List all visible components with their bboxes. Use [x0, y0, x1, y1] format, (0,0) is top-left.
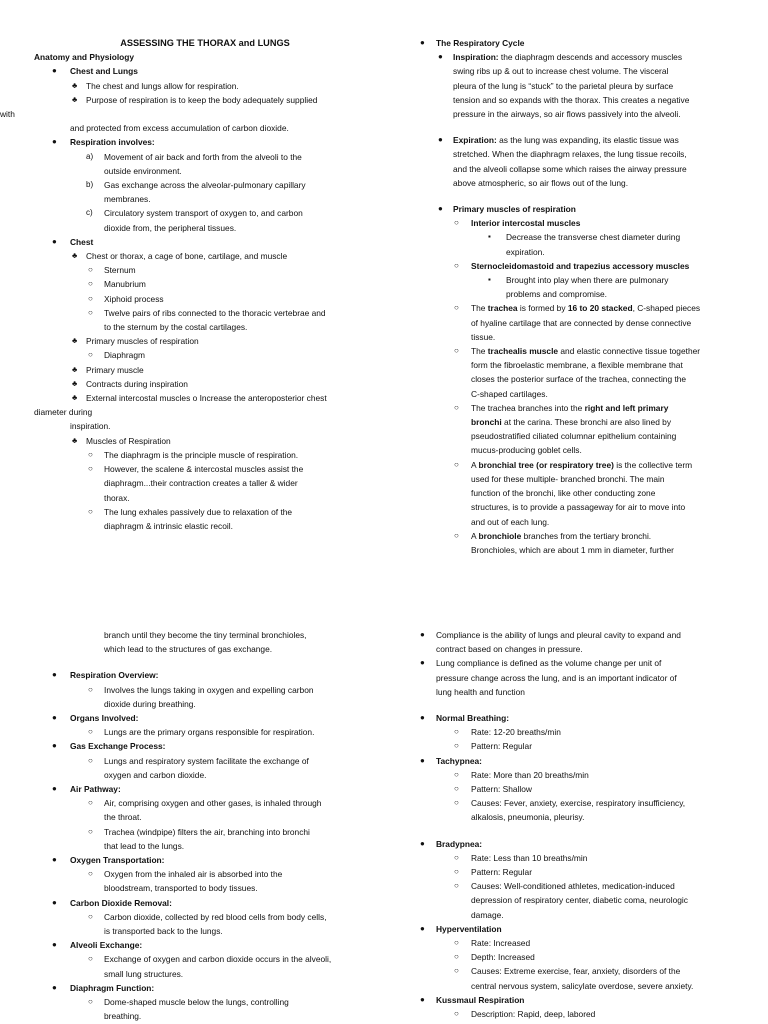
list-item: ○ Xiphoid process — [88, 293, 164, 304]
club-bullet-icon: ♣ — [72, 336, 78, 346]
list-item: ○ Exchange of oxygen and carbon dioxide occurs in the alveoli, — [88, 954, 332, 965]
para-line: form the fibroelastic membrane, a flexible membrane that — [471, 360, 683, 371]
list-item-cont: damage. — [471, 909, 504, 920]
list-item: ○ Oxygen from the inhaled air is absorbed into the — [88, 869, 283, 880]
para-line: branch until they become the tiny terminal bronchioles, — [104, 630, 307, 640]
wrapped-text: inspiration. — [70, 421, 111, 432]
para-line: mucus-producing goblet cells. — [471, 445, 582, 456]
list-item-cont: breathing. — [104, 1011, 142, 1022]
list-heading: ● Organs Involved: — [52, 713, 139, 724]
list-item: ○ Depth: Increased — [454, 952, 535, 963]
club-bullet-icon: ♣ — [72, 435, 78, 445]
para-line: pressure change across the lung, and is an important indicator of — [436, 672, 677, 683]
club-bullet-icon: ♣ — [72, 393, 78, 403]
list-item-cont: central nervous system, salicylate overdose, severe anxiety. — [471, 980, 694, 991]
list-item: a) Movement of air back and forth from the alveoli to the — [86, 151, 302, 162]
para-line: C-shaped cartilages. — [471, 388, 548, 399]
list-item: ○ Description: Rapid, deep, labored — [454, 1009, 596, 1020]
para-line: bronchi at the carina. These bronchi are also lined by — [471, 417, 672, 428]
list-item-cont: diaphragm...their contraction creates a taller & wider — [104, 478, 298, 489]
list-item: ♣ Purpose of respiration is to keep the body adequately supplied — [34, 93, 376, 107]
list-heading: ● Oxygen Transportation: — [52, 855, 165, 866]
para-line: structures, is to provide a passageway for air to move into — [471, 502, 686, 513]
list-item: ○ Carbon dioxide, collected by red blood cells from body cells, — [88, 911, 327, 922]
list-item-cont: outside environment. — [104, 165, 182, 176]
list-item: ● Expiration: as the lung was expanding, its elastic tissue was — [438, 135, 679, 146]
list-item: b) Gas exchange across the alveolar-pulmonary capillary — [86, 180, 306, 191]
list-item: ♣ Primary muscles of respiration — [34, 334, 376, 348]
page2-left-column — [34, 628, 376, 1023]
wrapped-text: and protected from excess accumulation of carbon dioxide. — [70, 123, 289, 134]
list-heading: ● Bradypnea: — [420, 838, 483, 849]
list-item: ○ Sternocleidomastoid and trapezius accessory muscles — [454, 260, 690, 271]
para-line: pressure in the airways, so air flows passively into the alveoli. — [453, 109, 681, 120]
para-line: swing ribs up & out to increase chest volume. The visceral — [453, 66, 669, 77]
list-item-cont: to the sternum by the costal cartilages. — [104, 322, 248, 333]
club-bullet-icon: ♣ — [72, 251, 78, 261]
list-item: ○ Pattern: Regular — [454, 741, 532, 752]
wrapped-text: diameter during — [34, 407, 93, 418]
list-item: ○ The lung exhales passively due to relaxation of the — [88, 506, 293, 517]
list-item: ♣ The chest and lungs allow for respiration. — [34, 79, 376, 93]
list-item: ○ Lungs are the primary organs responsible for respiration. — [88, 727, 315, 738]
para-line: problems and compromise. — [506, 289, 608, 300]
list-heading: ● Air Pathway: — [52, 784, 121, 795]
list-item: ○ The trachealis muscle and elastic connective tissue together — [454, 346, 701, 357]
list-item: ● Inspiration: the diaphragm descends and accessory muscles — [438, 52, 683, 63]
list-item: ○ Involves the lungs taking in oxygen and expelling carbon — [88, 684, 314, 695]
list-item: ○ Rate: More than 20 breaths/min — [454, 769, 589, 780]
club-bullet-icon: ♣ — [72, 364, 78, 374]
page1-left-column — [0, 36, 376, 533]
list-item: ○ Lungs and respiratory system facilitate the exchange of — [88, 755, 309, 766]
para-line: above atmospheric, so air flows out of the lung. — [453, 177, 629, 188]
list-item: c) Circulatory system transport of oxygen to, and carbon — [86, 208, 303, 219]
list-item-cont: depression of respiratory center, diabetic coma, neurologic — [471, 895, 688, 906]
list-item: ○ Causes: Well-conditioned athletes, medication-induced — [454, 881, 675, 892]
club-bullet-icon: ♣ — [72, 80, 78, 90]
list-item: ● Respiration involves: — [52, 137, 155, 148]
list-item: ○ The diaphragm is the principle muscle of respiration. — [88, 449, 299, 460]
list-item: ○ Air, comprising oxygen and other gases, is inhaled through — [88, 798, 322, 809]
list-item: ♣ Primary muscle — [34, 363, 376, 377]
list-item: ● The Respiratory Cycle — [420, 38, 525, 48]
list-item: ○ Causes: Fever, anxiety, exercise, respiratory insufficiency, — [454, 798, 686, 809]
list-heading: ● Kussmaul Respiration — [420, 994, 525, 1005]
para-line: function of the bronchi, like other conducting zone — [471, 488, 656, 499]
club-bullet-icon: ♣ — [72, 94, 78, 104]
list-heading: ● Alveoli Exchange: — [52, 940, 143, 951]
section-heading: Anatomy and Physiology — [34, 52, 135, 63]
list-item: ○ Rate: 12-20 breaths/min — [454, 727, 561, 738]
list-item: ○ However, the scalene & intercostal muscles assist the — [88, 464, 304, 475]
list-item-cont: is transported back to the lungs. — [104, 926, 223, 937]
list-heading: ● Tachypnea: — [420, 755, 482, 766]
list-item-cont: the throat. — [104, 812, 142, 823]
para-line: contract based on changes in pressure. — [436, 644, 583, 655]
list-item-cont: thorax. — [104, 492, 130, 503]
list-item: ♣ External intercostal muscles o Increase the anteroposterior chest — [34, 391, 376, 405]
page-title: ASSESSING THE THORAX and LUNGS — [120, 38, 290, 48]
list-item: ● Chest — [52, 236, 94, 247]
para-line: pleura of the lung is “stuck” to the parietal pleura by surface — [453, 80, 674, 91]
para-line: Bronchioles, which are about 1 mm in diameter, further — [471, 544, 674, 555]
list-heading: ● Diaphragm Function: — [52, 982, 155, 993]
wrapped-text: with — [0, 109, 15, 120]
para-line: lung health and function — [436, 686, 525, 697]
list-item-cont: diaphragm & intrinsic elastic recoil. — [104, 520, 233, 531]
para-line: and out of each lung. — [471, 516, 550, 527]
list-item: ♣ Chest or thorax, a cage of bone, cartilage, and muscle — [34, 249, 376, 263]
list-item: ○ Rate: Less than 10 breaths/min — [454, 852, 588, 863]
overview-list — [34, 668, 376, 1023]
list-item: ○ Pattern: Shallow — [454, 784, 532, 795]
list-item: ○ Manubrium — [88, 279, 146, 290]
list-item-cont: oxygen and carbon dioxide. — [104, 769, 207, 780]
para-line: tension and so expands with the thorax. This creates a negative — [453, 94, 690, 105]
list-item: ♣ Contracts during inspiration — [34, 377, 376, 391]
list-item: ○ Sternum — [88, 265, 136, 276]
list-item-cont: dioxide from, the peripheral tissues. — [104, 222, 237, 233]
list-item: ▪ Brought into play when there are pulmonary — [488, 275, 669, 286]
list-heading: ● Carbon Dioxide Removal: — [52, 897, 172, 908]
list-item: ○ Diaphragm — [88, 350, 145, 361]
list-item: ● Lung compliance is defined as the volume change per unit of — [420, 658, 662, 669]
list-item: ○ Interior intercostal muscles — [454, 218, 581, 229]
para-line: pseudostratified ciliated columnar epithelium containing — [471, 431, 677, 442]
list-item: ○ The trachea branches into the right and left primary — [454, 402, 669, 413]
list-item: ○ Twelve pairs of ribs connected to the thoracic vertebrae and — [88, 307, 326, 318]
list-item: ● Compliance is the ability of lungs and pleural cavity to expand and — [420, 630, 681, 640]
list-heading: ● Gas Exchange Process: — [52, 741, 166, 752]
list-item-cont: alkalosis, pneumonia, pleurisy. — [471, 812, 585, 823]
list-item: ○ A bronchial tree (or respiratory tree) is the collective term — [454, 459, 693, 470]
list-item-cont: bloodstream, transported to body tissues. — [104, 883, 258, 894]
para-line: which lead to the structures of gas exchange. — [104, 644, 273, 655]
club-bullet-icon: ♣ — [72, 378, 78, 388]
list-item: ▪ Decrease the transverse chest diameter during — [488, 232, 681, 243]
list-heading: ● Respiration Overview: — [52, 670, 159, 681]
list-item: ○ Pattern: Regular — [454, 867, 532, 878]
page1-right-column — [400, 36, 750, 557]
para-line: used for these multiple- branched bronchi. The main — [471, 473, 665, 484]
list-item: ● Chest and Lungs — [52, 66, 138, 77]
para-line: of hyaline cartilage that are connected by dense connective — [471, 317, 692, 328]
list-item: ○ Dome-shaped muscle below the lungs, controlling — [88, 997, 289, 1008]
list-heading: ● Hyperventilation — [420, 923, 502, 934]
list-item-cont: small lung structures. — [104, 968, 184, 979]
list-heading: ● Normal Breathing: — [420, 713, 510, 724]
list-item-cont: membranes. — [104, 194, 151, 205]
list-item: ♣ Muscles of Respiration — [34, 434, 376, 448]
para-line: and the alveoli collapse some which raises the airway pressure — [453, 163, 687, 174]
breathing-patterns-list — [400, 711, 750, 1021]
list-item: ○ Causes: Extreme exercise, fear, anxiety, disorders of the — [454, 966, 681, 977]
list-item-cont: that lead to the lungs. — [104, 840, 185, 851]
list-item: ● Primary muscles of respiration — [438, 204, 576, 215]
para-line: closes the posterior surface of the trachea, connecting the — [471, 374, 687, 385]
para-line: tissue. — [471, 331, 496, 342]
list-item: ○ Rate: Increased — [454, 938, 531, 949]
page2-right-column — [400, 628, 750, 1021]
list-item: ○ Trachea (windpipe) filters the air, branching into bronchi — [88, 826, 310, 837]
list-item: ○ The trachea is formed by 16 to 20 stacked, C-shaped pieces — [454, 303, 701, 314]
list-item: ○ A bronchiole branches from the tertiary bronchi. — [454, 530, 652, 541]
list-item-cont: dioxide during breathing. — [104, 698, 196, 709]
para-line: expiration. — [506, 246, 545, 257]
para-line: stretched. When the diaphragm relaxes, the lung tissue recoils, — [453, 149, 687, 160]
